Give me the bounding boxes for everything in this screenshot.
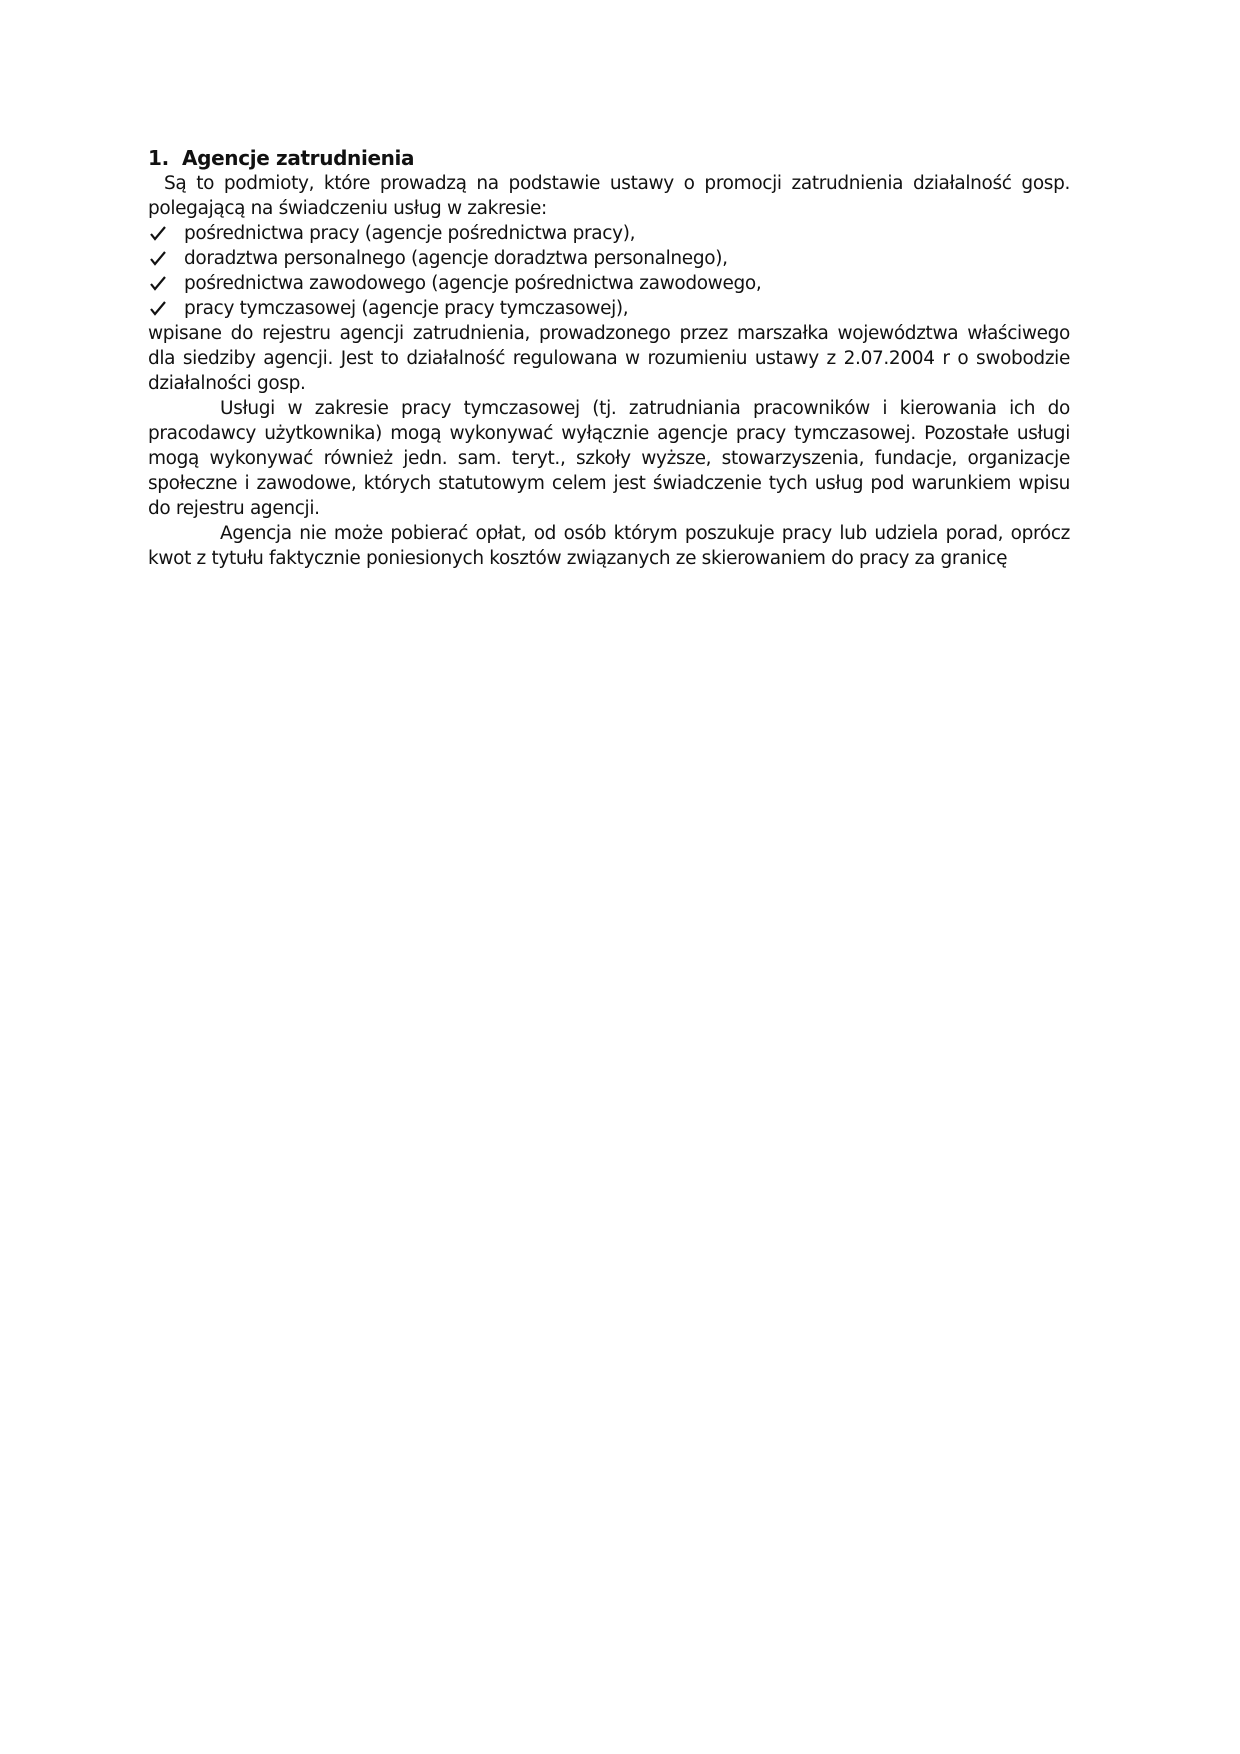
list-item-text: doradztwa personalnego (agencje doradztwa personalnego), — [184, 248, 728, 269]
check-icon — [148, 221, 168, 246]
section-heading — [148, 146, 1070, 171]
check-icon — [148, 296, 168, 321]
list-item — [148, 271, 1070, 296]
fees-paragraph: Agencja nie może pobierać opłat, od osób którym poszukuje pracy lub udziela porad, oprócz kwot z tytułu faktycznie poniesionych kosztów związanych ze skierowaniem do pracy za granicę — [148, 523, 1070, 569]
list-item — [148, 221, 1070, 246]
list-item — [148, 246, 1070, 271]
list-item — [148, 296, 1070, 321]
intro-paragraph: Są to podmioty, które prowadzą na podstawie ustawy o promocji zatrudnienia działalność gosp. polegającą na świadczeniu usług w zakresie: — [148, 173, 1070, 219]
document-page — [148, 146, 1070, 571]
check-icon — [148, 271, 168, 296]
list-item-text: pośrednictwa pracy (agencje pośrednictwa pracy), — [184, 223, 636, 244]
list-item-text: pracy tymczasowej (agencje pracy tymczasowej), — [184, 298, 629, 319]
registry-paragraph: wpisane do rejestru agencji zatrudnienia, prowadzonego przez marszałka województwa właściwego dla siedziby agencji. Jest to działalność regulowana w rozumieniu ustawy z 2.07.2004 r o swobodzie działalności gosp. — [148, 323, 1070, 394]
section-number: 1. — [148, 146, 169, 170]
section-title: Agencje zatrudnienia — [182, 146, 415, 170]
services-list — [148, 221, 1070, 321]
temporary-work-paragraph: Usługi w zakresie pracy tymczasowej (tj. zatrudniania pracowników i kierowania ich do pracodawcy użytkownika) mogą wykonywać wyłącznie agencje pracy tymczasowej. Pozostałe usługi mogą wykonywać również jedn. sam. teryt., szkoły wyższe, stowarzyszenia, fundacje, organizacje społeczne i zawodowe, których statutowym celem jest świadczenie tych usług pod warunkiem wpisu do rejestru agencji. — [148, 398, 1070, 519]
check-icon — [148, 246, 168, 271]
list-item-text: pośrednictwa zawodowego (agencje pośrednictwa zawodowego, — [184, 273, 762, 294]
